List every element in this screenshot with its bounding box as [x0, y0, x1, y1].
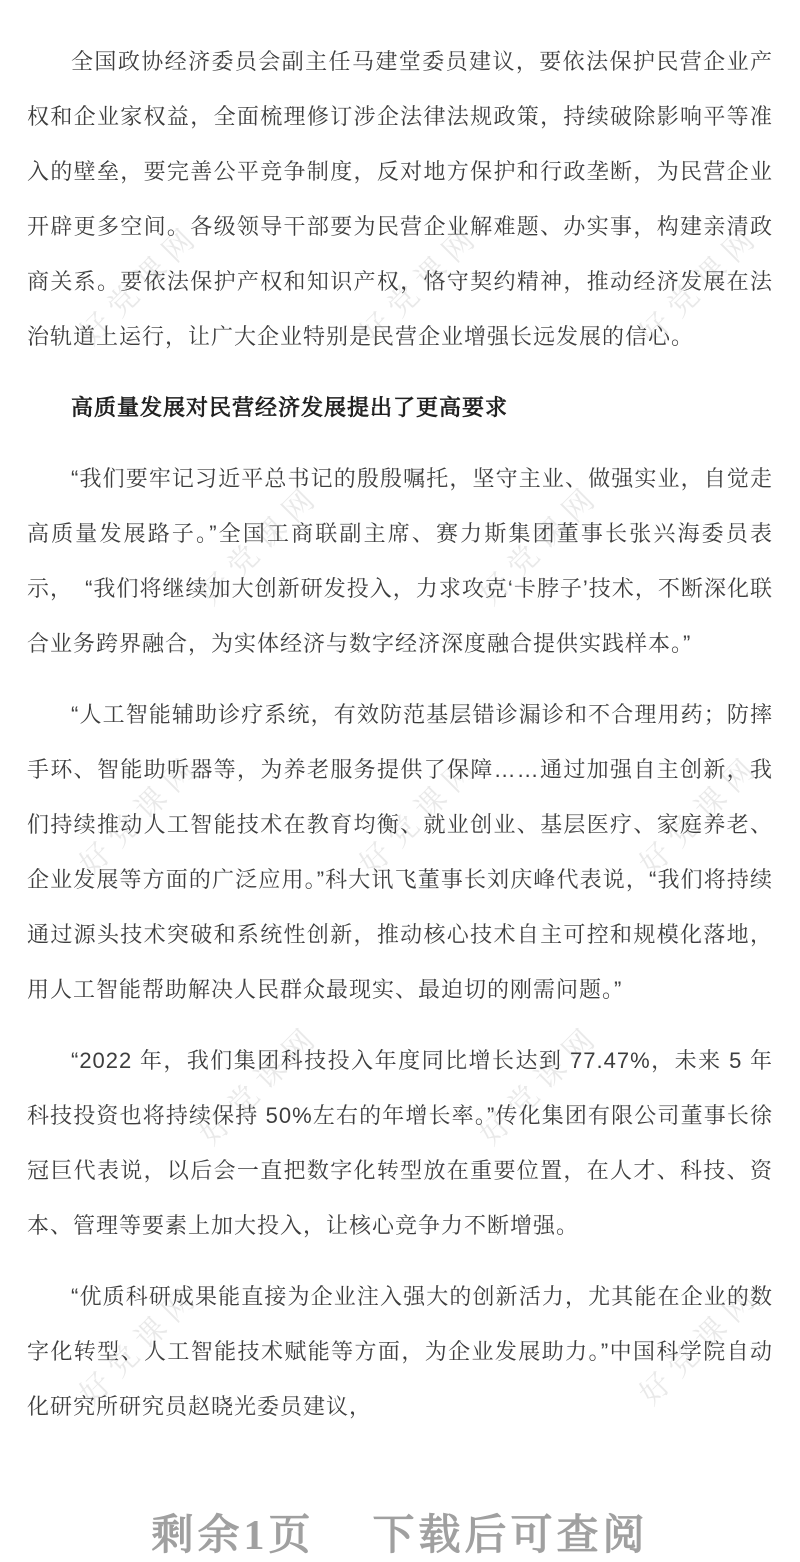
- paragraph-5: “优质科研成果能直接为企业注入强大的创新活力，尤其能在企业的数字化转型、人工智能技术赋能等方面，为企业发展助力。”中国科学院自动化研究所研究员赵晓光委员建议，: [27, 1284, 773, 1419]
- section-heading: 高质量发展对民营经济发展提出了更高要求: [71, 395, 509, 420]
- watermark-text: 好党课网: [193, 477, 328, 612]
- watermark-text: 好党课网: [353, 747, 488, 882]
- paragraph-4: “2022 年，我们集团科技投入年度同比增长达到 77.47%，未来 5 年科技投资也将持续保持 50%左右的年增长率。”传化集团有限公司董事长徐冠巨代表说，以后会一直把数字化转型放在重要位置，在人才、科技、资本、管理等要素上加大投入，让核心竞争力不断增强。: [27, 1048, 773, 1238]
- paragraph-3: “人工智能辅助诊疗系统，有效防范基层错诊漏诊和不合理用药；防摔手环、智能助听器等，为养老服务提供了保障……通过加强自主创新，我们持续推动人工智能技术在教育均衡、就业创业、基层医疗、家庭养老、企业发展等方面的广泛应用。”科大讯飞董事长刘庆峰代表说，“我们将持续通过源头技术突破和系统性创新，推动核心技术自主可控和规模化落地，用人工智能帮助解决人民群众最现实、最迫切的刚需问题。”: [27, 702, 773, 1002]
- watermark-text: 好党课网: [633, 747, 768, 882]
- watermark-text: 好党课网: [473, 477, 608, 612]
- watermark-text: 好党课网: [193, 1017, 328, 1152]
- remaining-pages-label: 剩余1页: [151, 1513, 315, 1559]
- watermark-text: 好党课网: [473, 1017, 608, 1152]
- paragraph-1: 全国政协经济委员会副主任马建堂委员建议，要依法保护民营企业产权和企业家权益，全面梳理修订涉企法律法规政策，持续破除影响平等准入的壁垒，要完善公平竞争制度，反对地方保护和行政垄断，为民营企业开辟更多空间。各级领导干部要为民营企业解难题、办实事，构建亲清政商关系。要依法保护产权和知识产权，恪守契约精神，推动经济发展在法治轨道上运行，让广大企业特别是民营企业增强长远发展的信心。: [27, 49, 773, 349]
- watermark-text: 好党课网: [73, 747, 208, 882]
- watermark-text: 好党课网: [353, 217, 488, 352]
- paragraph-2: “我们要牢记习近平总书记的殷殷嘱托，坚守主业、做强实业，自觉走高质量发展路子。”全国工商联副主席、赛力斯集团董事长张兴海委员表示， “我们将继续加大创新研发投入，力求攻克‘卡脖子’技术，不断深化联合业务跨界融合，为实体经济与数字经济深度融合提供实践样本。”: [27, 466, 773, 656]
- download-to-view-hint: 下载后可查阅: [372, 1513, 649, 1559]
- watermark-text: 好党课网: [633, 1277, 768, 1412]
- watermark-text: 好党课网: [73, 1277, 208, 1412]
- watermark-text: 好党课网: [633, 217, 768, 352]
- watermark-text: 好党课网: [73, 217, 208, 352]
- remaining-pages-banner: [0, 1502, 800, 1562]
